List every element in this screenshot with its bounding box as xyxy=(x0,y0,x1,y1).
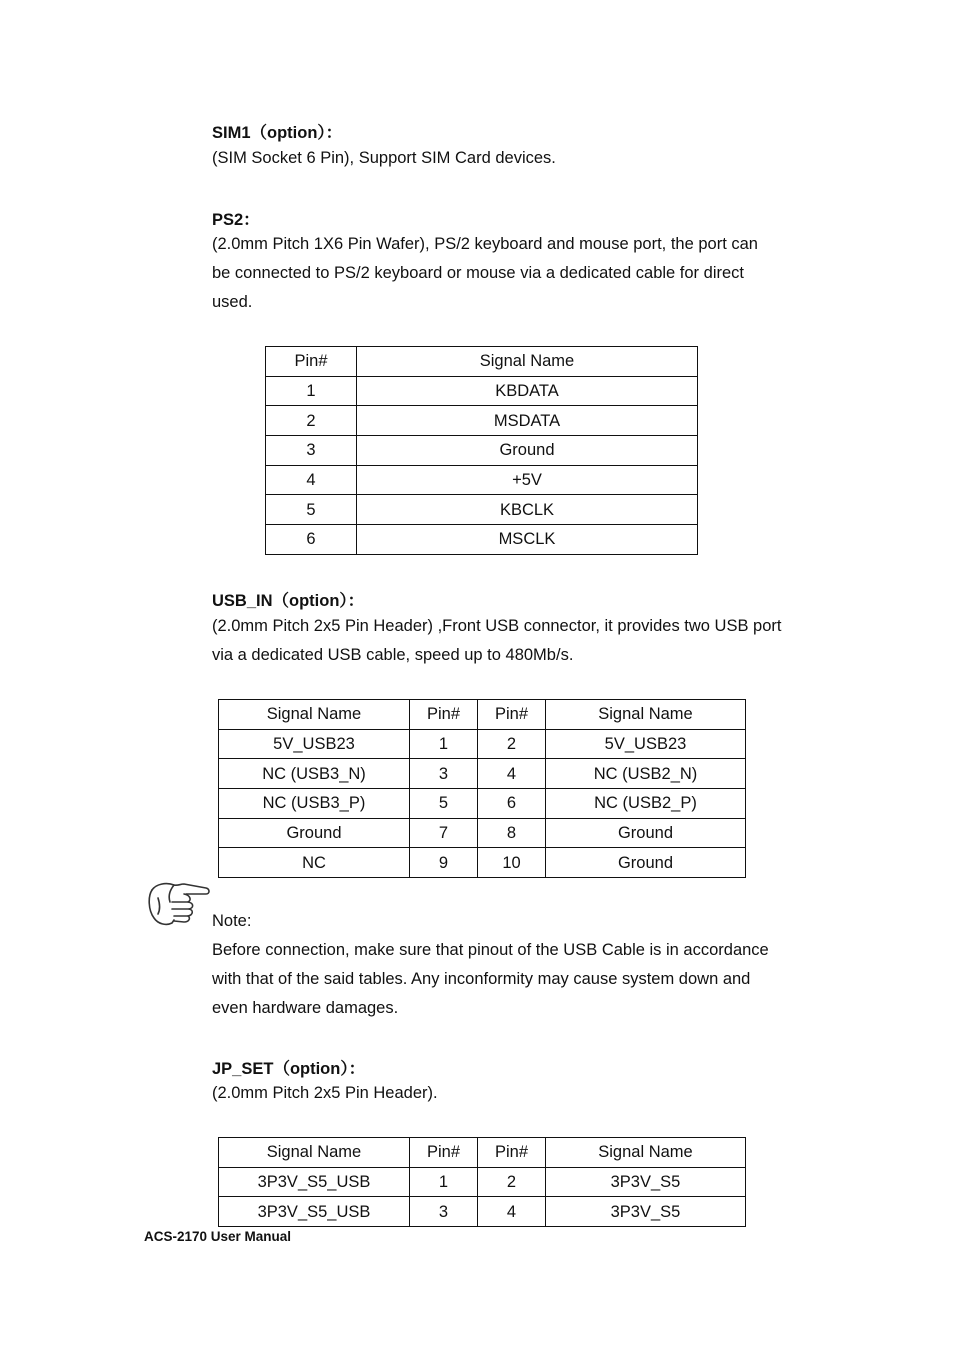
table-cell: 6 xyxy=(478,789,546,819)
table-row xyxy=(219,729,746,759)
table-cell: 1 xyxy=(266,376,357,406)
header-cell: Signal Name xyxy=(219,1138,410,1168)
table-row xyxy=(266,406,698,436)
table-row xyxy=(266,436,698,466)
header-cell: Pin# xyxy=(266,347,357,377)
table-cell: Ground xyxy=(546,818,746,848)
table-cell: NC xyxy=(219,848,410,878)
table-cell: 5 xyxy=(266,495,357,525)
note-text-line: with that of the said tables. Any inconformity may cause system down and xyxy=(212,969,751,988)
usb-in-description-line: via a dedicated USB cable, speed up to 480Mb/s. xyxy=(212,645,574,664)
ps2-description-line: (2.0mm Pitch 1X6 Pin Wafer), PS/2 keyboard and mouse port, the port can xyxy=(212,235,758,253)
table-cell: Ground xyxy=(219,818,410,848)
table-cell: NC (USB2_P) xyxy=(546,789,746,819)
table-cell: NC (USB2_N) xyxy=(546,759,746,789)
table-cell: 3P3V_S5 xyxy=(546,1167,746,1197)
table-cell: 3 xyxy=(410,1197,478,1227)
table-row xyxy=(266,465,698,495)
header-cell: Signal Name xyxy=(546,700,746,730)
ps2-description-line: used. xyxy=(212,292,253,311)
table-cell: 3P3V_S5_USB xyxy=(219,1197,410,1227)
table-cell: 4 xyxy=(478,1197,546,1227)
jp-set-pinout-table xyxy=(218,1137,746,1227)
sim1-description: (SIM Socket 6 Pin), Support SIM Card devices. xyxy=(212,149,556,167)
table-cell: MSDATA xyxy=(357,406,698,436)
table-row xyxy=(219,789,746,819)
table-row xyxy=(219,1167,746,1197)
table-cell: 5 xyxy=(410,789,478,819)
header-cell: Pin# xyxy=(410,700,478,730)
table-cell: 10 xyxy=(478,848,546,878)
table-cell: 3P3V_S5_USB xyxy=(219,1167,410,1197)
table-cell: NC (USB3_N) xyxy=(219,759,410,789)
table-cell: 2 xyxy=(478,729,546,759)
table-cell: 2 xyxy=(478,1167,546,1197)
ps2-heading: PS2： xyxy=(212,211,260,229)
table-cell: 3P3V_S5 xyxy=(546,1197,746,1227)
note-text xyxy=(212,936,822,1022)
ps2-pinout-table xyxy=(265,346,698,555)
note-label: Note: xyxy=(212,912,252,930)
table-cell: 4 xyxy=(266,465,357,495)
table-cell: MSCLK xyxy=(357,525,698,555)
header-cell: Pin# xyxy=(478,1138,546,1168)
usb-in-description xyxy=(212,612,832,670)
header-cell: Signal Name xyxy=(219,700,410,730)
usb-in-description-line: (2.0mm Pitch 2x5 Pin Header) ,Front USB connector, it provides two USB port xyxy=(212,617,782,635)
table-cell: 3 xyxy=(410,759,478,789)
table-cell: 1 xyxy=(410,729,478,759)
note-text-line: even hardware damages. xyxy=(212,998,399,1017)
header-cell: Pin# xyxy=(410,1138,478,1168)
table-header-row xyxy=(266,347,698,377)
table-header-row xyxy=(219,700,746,730)
table-cell: +5V xyxy=(357,465,698,495)
table-cell: 6 xyxy=(266,525,357,555)
table-cell: 9 xyxy=(410,848,478,878)
table-cell: Ground xyxy=(546,848,746,878)
jp-set-description: (2.0mm Pitch 2x5 Pin Header). xyxy=(212,1084,438,1102)
table-cell: 4 xyxy=(478,759,546,789)
usb-in-heading: USB_IN（option）： xyxy=(212,592,365,610)
table-cell: 1 xyxy=(410,1167,478,1197)
table-row xyxy=(219,818,746,848)
header-cell: Signal Name xyxy=(357,347,698,377)
header-cell: Signal Name xyxy=(546,1138,746,1168)
note-text-line: Before connection, make sure that pinout of the USB Cable is in accordance xyxy=(212,941,769,959)
table-row xyxy=(219,848,746,878)
table-header-row xyxy=(219,1138,746,1168)
table-cell: 3 xyxy=(266,436,357,466)
table-cell: KBDATA xyxy=(357,376,698,406)
table-cell: KBCLK xyxy=(357,495,698,525)
table-row xyxy=(266,495,698,525)
table-cell: 7 xyxy=(410,818,478,848)
table-cell: 5V_USB23 xyxy=(546,729,746,759)
usb-in-pinout-table xyxy=(218,699,746,878)
page-footer: ACS-2170 User Manual xyxy=(144,1229,292,1244)
header-cell: Pin# xyxy=(478,700,546,730)
table-row xyxy=(219,1197,746,1227)
table-cell: Ground xyxy=(357,436,698,466)
table-cell: 8 xyxy=(478,818,546,848)
pointing-hand-icon xyxy=(144,876,212,930)
table-row xyxy=(266,376,698,406)
ps2-description-line: be connected to PS/2 keyboard or mouse via a dedicated cable for direct xyxy=(212,263,744,282)
table-row xyxy=(219,759,746,789)
jp-set-heading: JP_SET（option）： xyxy=(212,1060,366,1078)
ps2-description xyxy=(212,230,822,316)
table-cell: 5V_USB23 xyxy=(219,729,410,759)
table-cell: NC (USB3_P) xyxy=(219,789,410,819)
table-cell: 2 xyxy=(266,406,357,436)
table-row xyxy=(266,525,698,555)
sim1-heading: SIM1（option）： xyxy=(212,124,343,142)
